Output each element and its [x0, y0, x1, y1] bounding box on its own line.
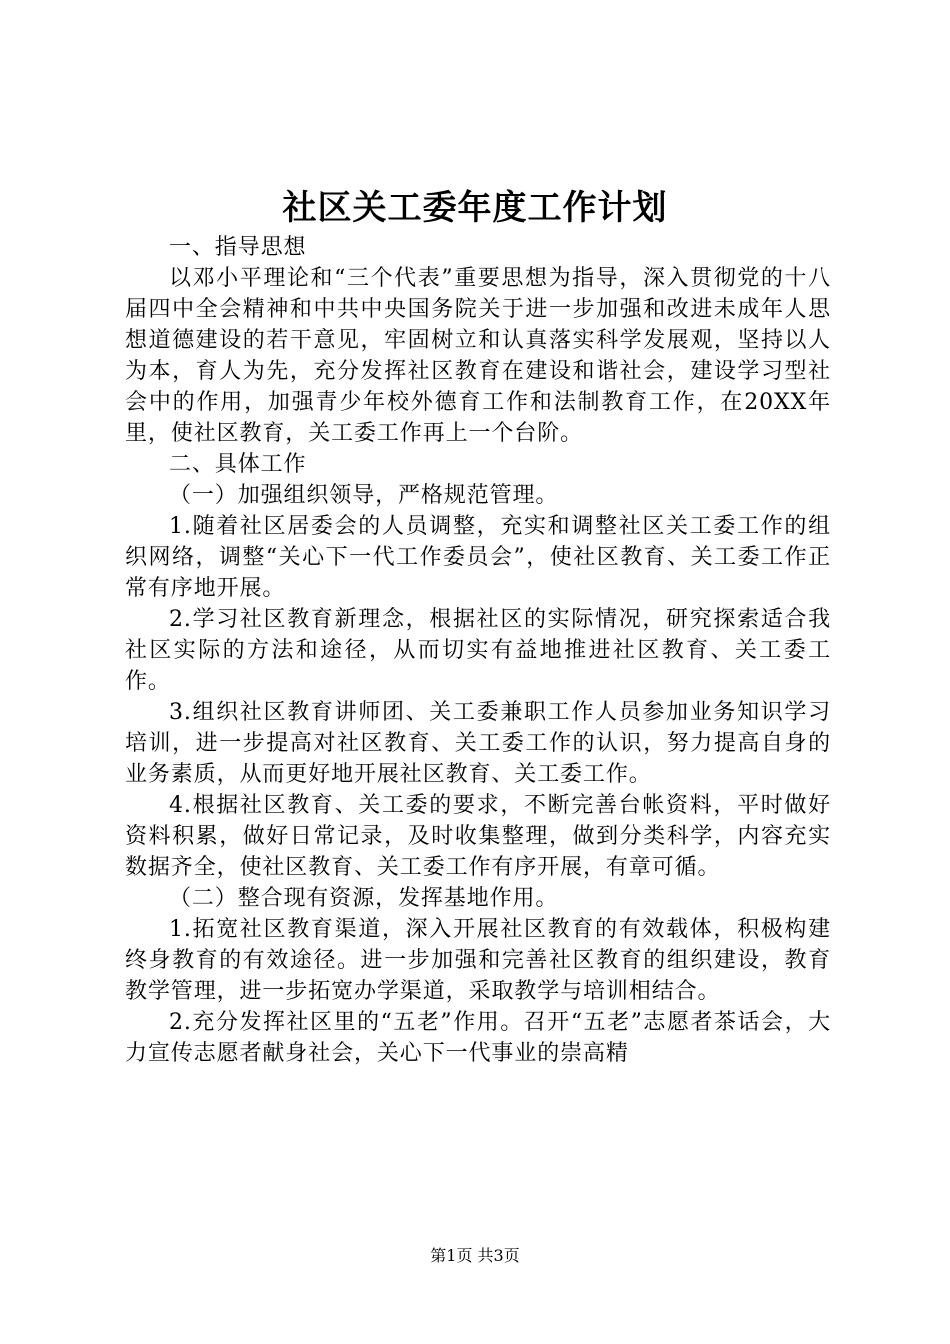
paragraph-item-1: 1.随着社区居委会的人员调整，充实和调整社区关工委工作的组织网络，调整“关心下一代工作委员会”，使社区教育、关工委工作正常有序地开展。: [125, 514, 831, 601]
page-footer: 第1页 共3页: [430, 1246, 520, 1265]
paragraph-item-4: 4.根据社区教育、关工委的要求，不断完善台帐资料，平时做好资料积累，做好日常记录，及时收集整理，做到分类科学，内容充实数据齐全，使社区教育、关工委工作有序开展，有章可循。: [125, 793, 831, 880]
heading-guiding-ideology: 一、指导思想: [169, 235, 307, 260]
heading-specific-work: 二、具体工作: [169, 452, 307, 477]
paragraph-resources-item-2: 2.充分发挥社区里的“五老”作用。召开“五老”志愿者茶话会，大力宣传志愿者献身社会，关心下一代事业的崇高精: [125, 1010, 831, 1066]
subheading-organization: （一）加强组织领导，严格规范管理。: [169, 483, 559, 508]
document-title: 社区关工委年度工作计划: [282, 188, 668, 228]
subheading-resources: （二）整合现有资源，发挥基地作用。: [169, 886, 559, 911]
paragraph-item-2: 2.学习社区教育新理念，根据社区的实际情况，研究探索适合我社区实际的方法和途径，从而切实有益地推进社区教育、关工委工作。: [125, 607, 831, 694]
document-body: [125, 232, 831, 1069]
paragraph-item-3: 3.组织社区教育讲师团、关工委兼职工作人员参加业务知识学习培训，进一步提高对社区教育、关工委工作的认识，努力提高自身的业务素质，从而更好地开展社区教育、关工委工作。: [125, 700, 831, 787]
paragraph-guiding-ideology: 以邓小平理论和“三个代表”重要思想为指导，深入贯彻党的十八届四中全会精神和中共中央国务院关于进一步加强和改进未成年人思想道德建设的若干意见，牢固树立和认真落实科学发展观，坚持以人为本，育人为先，充分发挥社区教育在建设和谐社会，建设学习型社会中的作用，加强青少年校外德育工作和法制教育工作，在20XX年里，使社区教育，关工委工作再上一个台阶。: [125, 266, 831, 446]
paragraph-resources-item-1: 1.拓宽社区教育渠道，深入开展社区教育的有效载体，积极构建终身教育的有效途径。进一步加强和完善社区教育的组织建设，教育教学管理，进一步拓宽办学渠道，采取教学与培训相结合。: [125, 917, 831, 1004]
